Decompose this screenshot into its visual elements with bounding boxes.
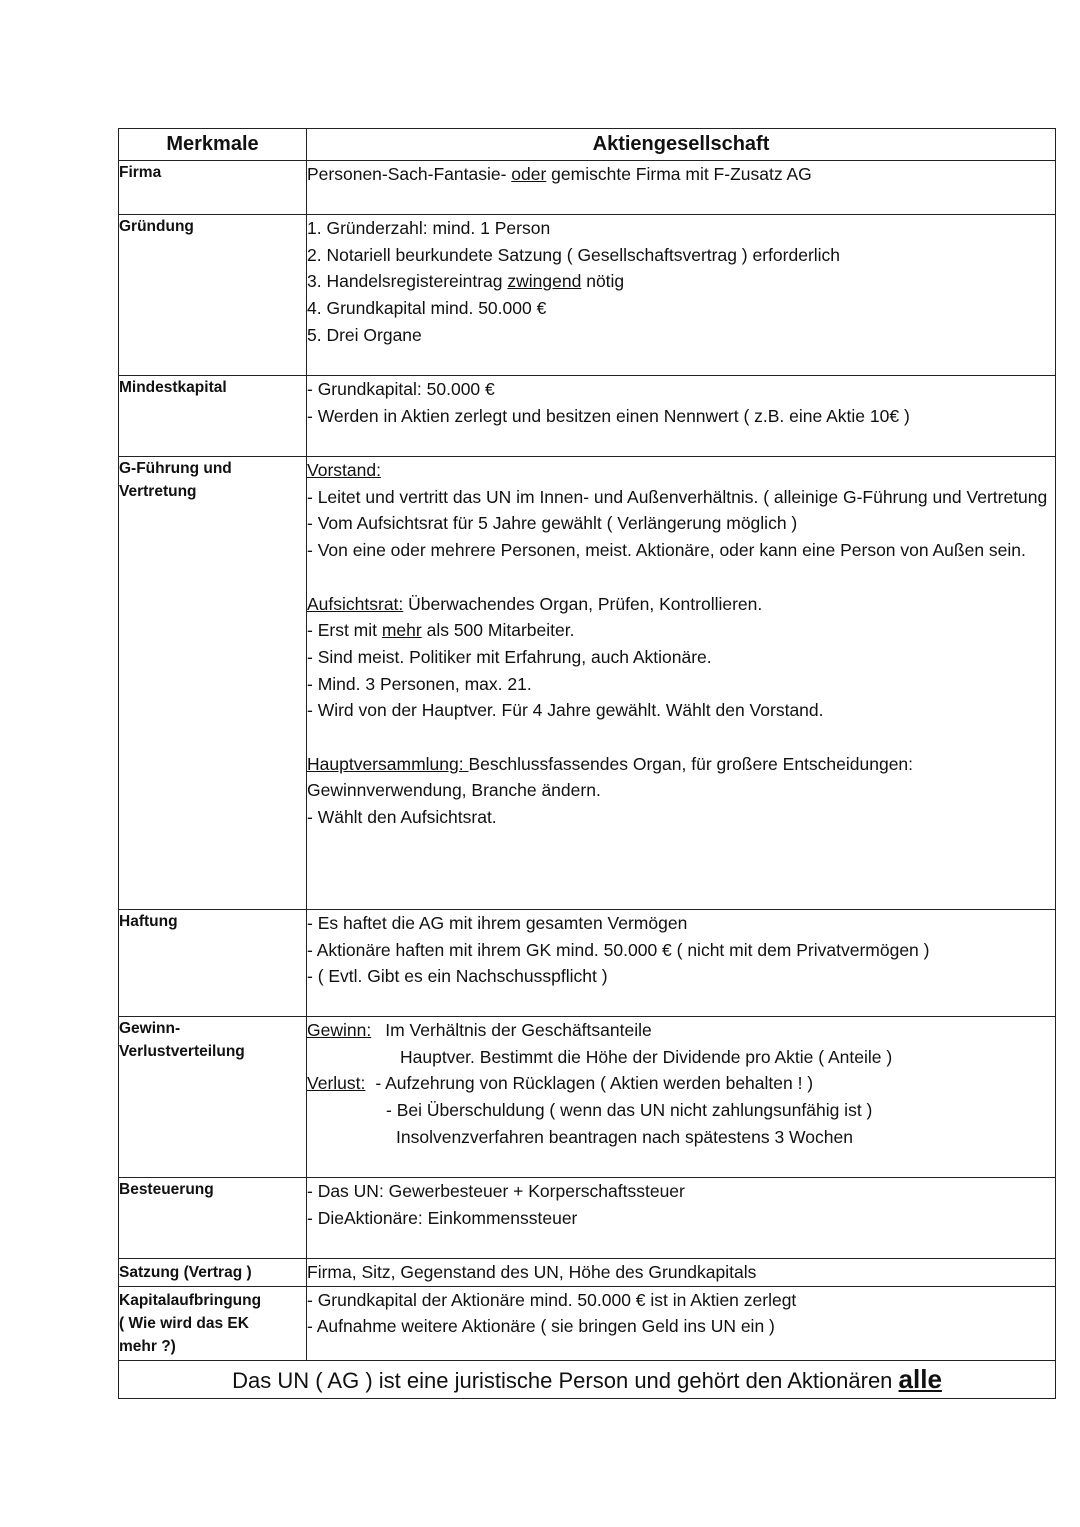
gruendung-line-2: 2. Notariell beurkundete Satzung ( Gesellschaftsvertrag ) erforderlich (307, 244, 841, 265)
row-besteuerung (119, 1178, 1056, 1259)
row-gfuehrung (119, 457, 1056, 910)
firma-emph: oder (511, 164, 547, 184)
footer-emph: alle (898, 1363, 942, 1394)
verlust-title: Verlust: (307, 1073, 366, 1094)
row-gruendung (119, 215, 1056, 376)
aufsichtsrat-line-1-pre: - Erst mit (307, 620, 382, 641)
label-gruendung: Gründung (119, 215, 307, 376)
label-kapital-1: Kapitalaufbringung (119, 1291, 262, 1309)
footer-row (119, 1360, 1056, 1398)
besteuerung-line-2: - DieAktionäre: Einkommenssteuer (307, 1207, 578, 1228)
gruendung-line-3-post: nötig (581, 271, 625, 292)
content-satzung (307, 1259, 1056, 1287)
label-gfuehrung-2: Vertretung (119, 483, 197, 500)
header-merkmale: Merkmale (119, 129, 307, 161)
satzung-line-1: Firma, Sitz, Gegenstand des UN, Höhe des Grundkapitals (307, 1262, 757, 1282)
gewinn-line-2: Hauptver. Bestimmt die Höhe der Dividende pro Aktie ( Anteile ) (400, 1046, 893, 1067)
header-aktiengesellschaft: Aktiengesellschaft (307, 129, 1056, 161)
label-gfuehrung (119, 457, 307, 910)
label-firma: Firma (119, 161, 307, 215)
comparison-table (118, 128, 1056, 1399)
label-haftung: Haftung (119, 910, 307, 1017)
kapital-line-2: - Aufnahme weitere Aktionäre ( sie bringen Geld ins UN ein ) (307, 1316, 775, 1337)
hauptversammlung-line-1: - Wählt den Aufsichtsrat. (307, 807, 497, 828)
haftung-line-3: - ( Evtl. Gibt es ein Nachschusspflicht ) (307, 966, 608, 987)
kapital-line-1: - Grundkapital der Aktionäre mind. 50.000 € ist in Aktien zerlegt (307, 1289, 797, 1310)
vorstand-line-2: - Vom Aufsichtsrat für 5 Jahre gewählt ( Verlängerung möglich ) (307, 513, 798, 534)
mindestkapital-line-1: - Grundkapital: 50.000 € (307, 379, 495, 399)
content-gfuehrung (307, 457, 1056, 910)
aufsichtsrat-desc: Überwachendes Organ, Prüfen, Kontrollieren. (403, 593, 763, 614)
label-satzung: Satzung (Vertrag ) (119, 1259, 307, 1287)
label-kapital-2: ( Wie wird das EK (119, 1314, 249, 1332)
gewinn-title: Gewinn: (307, 1020, 372, 1040)
aufsichtsrat-line-1-post: als 500 Mitarbeiter. (421, 620, 575, 641)
verlust-line-2: - Bei Überschuldung ( wenn das UN nicht zahlungsunfähig ist ) (386, 1100, 873, 1121)
row-kapital (119, 1286, 1056, 1360)
hauptversammlung-desc: Beschlussfassendes Organ, für großere Entscheidungen: Gewinnverwendung, Branche ändern. (307, 753, 914, 801)
haftung-line-1: - Es haftet die AG mit ihrem gesamten Vermögen (307, 913, 688, 933)
aufsichtsrat-line-1-emph: mehr (381, 620, 422, 641)
content-firma (307, 161, 1056, 215)
label-mindestkapital: Mindestkapital (119, 376, 307, 457)
verlust-line-1: - Aufzehrung von Rücklagen ( Aktien werden behalten ! ) (375, 1073, 814, 1094)
label-kapital (119, 1286, 307, 1360)
footer-statement (119, 1360, 1056, 1398)
gewinn-line-1: Im Verhältnis der Geschäftsanteile (385, 1020, 652, 1040)
haftung-line-2: - Aktionäre haften mit ihrem GK mind. 50.000 € ( nicht mit dem Privatvermögen ) (307, 939, 930, 960)
content-mindestkapital (307, 376, 1056, 457)
aufsichtsrat-line-3: - Mind. 3 Personen, max. 21. (307, 673, 532, 694)
label-gewinn-1: Gewinn- (119, 1020, 181, 1037)
label-gfuehrung-1: G-Führung und (119, 460, 232, 477)
aufsichtsrat-line-2: - Sind meist. Politiker mit Erfahrung, auch Aktionäre. (307, 646, 712, 667)
header-row (119, 129, 1056, 161)
content-kapital (307, 1286, 1056, 1360)
content-besteuerung (307, 1178, 1056, 1259)
vorstand-line-1: - Leitet und vertritt das UN im Innen- und Außenverhältnis. ( alleinige G-Führung und Vertretung (307, 486, 1048, 507)
content-gruendung (307, 215, 1056, 376)
row-gewinn (119, 1017, 1056, 1178)
label-gewinn-2: Verlustverteilung (119, 1043, 245, 1060)
firma-pre: Personen-Sach-Fantasie- (307, 164, 512, 184)
vorstand-line-3: - Von eine oder mehrere Personen, meist. Aktionäre, oder kann eine Person von Außen sein. (307, 540, 1026, 561)
verlust-line-3: Insolvenzverfahren beantragen nach spätestens 3 Wochen (396, 1126, 853, 1147)
gruendung-line-3-pre: 3. Handelsregistereintrag (307, 271, 508, 292)
firma-post: gemischte Firma mit F-Zusatz AG (546, 164, 812, 184)
gruendung-line-1: 1. Gründerzahl: mind. 1 Person (307, 218, 551, 238)
gruendung-line-3-emph: zwingend (507, 271, 582, 292)
label-kapital-3: mehr ?) (119, 1337, 176, 1355)
row-mindestkapital (119, 376, 1056, 457)
aufsichtsrat-title: Aufsichtsrat: (307, 593, 404, 614)
content-haftung (307, 910, 1056, 1017)
hauptversammlung-title: Hauptversammlung: (307, 753, 469, 774)
vorstand-title: Vorstand: (307, 460, 381, 480)
content-gewinn (307, 1017, 1056, 1178)
besteuerung-line-1: - Das UN: Gewerbesteuer + Korperschaftssteuer (307, 1181, 685, 1201)
footer-text: Das UN ( AG ) ist eine juristische Person und gehört den Aktionären (232, 1367, 899, 1393)
row-satzung (119, 1259, 1056, 1287)
mindestkapital-line-2: - Werden in Aktien zerlegt und besitzen einen Nennwert ( z.B. eine Aktie 10€ ) (307, 405, 910, 426)
label-gewinn (119, 1017, 307, 1178)
label-besteuerung: Besteuerung (119, 1178, 307, 1259)
row-haftung (119, 910, 1056, 1017)
gruendung-line-4: 4. Grundkapital mind. 50.000 € (307, 298, 547, 319)
aufsichtsrat-line-4: - Wird von der Hauptver. Für 4 Jahre gewählt. Wählt den Vorstand. (307, 700, 824, 721)
row-firma (119, 161, 1056, 215)
gruendung-line-5: 5. Drei Organe (307, 324, 422, 345)
